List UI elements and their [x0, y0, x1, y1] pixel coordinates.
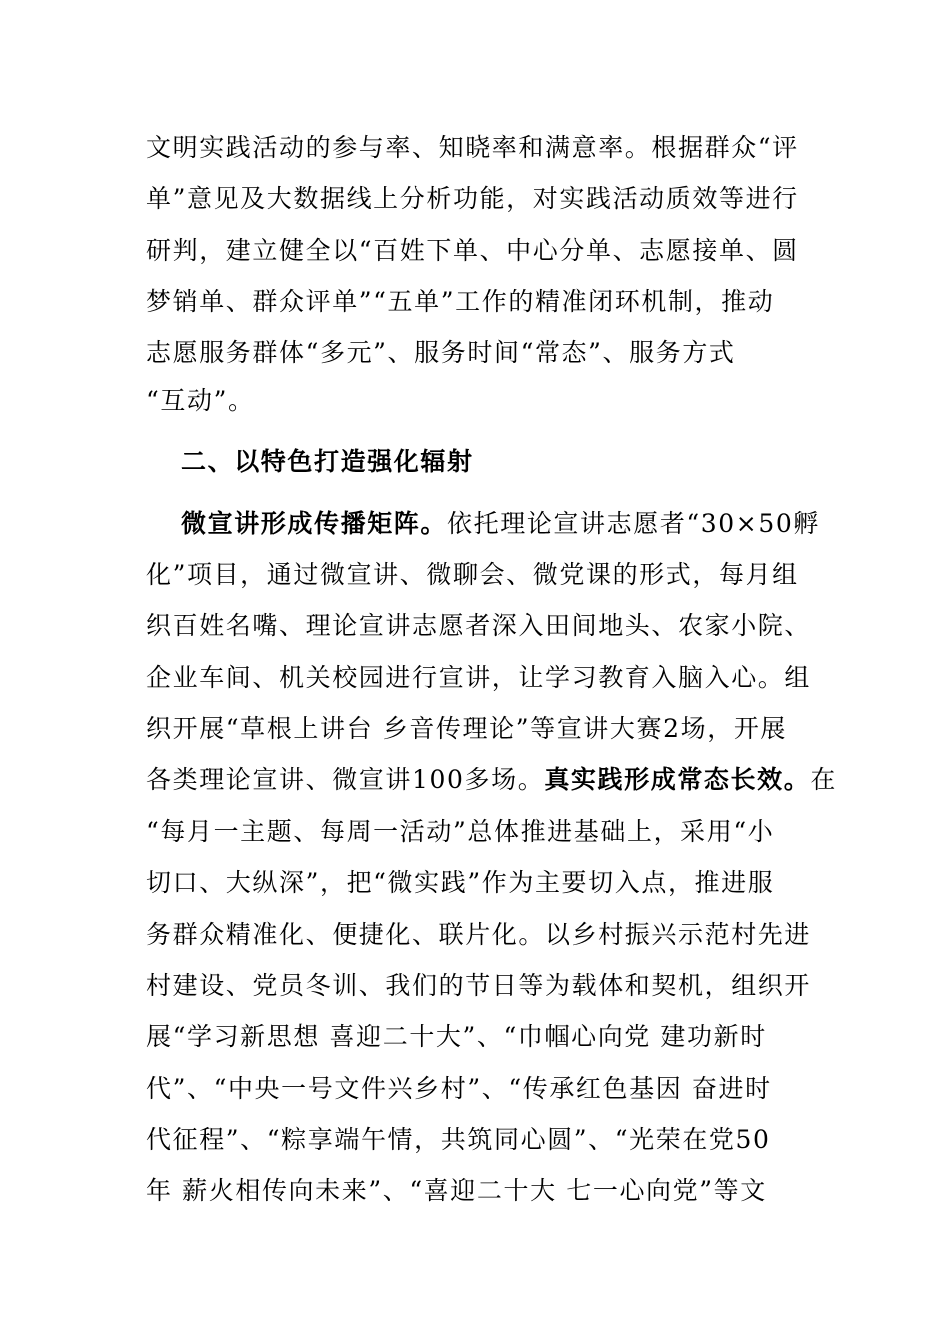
paragraph-line: 代征程”、“粽享端午情，共筑同心圆”、“光荣在党50 — [146, 1125, 771, 1154]
paragraph-line — [146, 763, 837, 797]
paragraph-line — [181, 507, 820, 541]
paragraph-line: 村建设、党员冬训、我们的节日等为载体和契机，组织开 — [146, 971, 812, 1000]
paragraph-line: “互动”。 — [146, 386, 255, 415]
paragraph-line: 织开展“草根上讲台 乡音传理论”等宣讲大赛2场，开展 — [146, 714, 788, 743]
section-heading: 二、以特色打造强化辐射 — [181, 447, 474, 476]
paragraph-text: 各类理论宣讲、微宣讲100多场。 — [146, 765, 545, 794]
paragraph-line: 务群众精准化、便捷化、联片化。以乡村振兴示范村先进 — [146, 920, 812, 949]
paragraph-line: 文明实践活动的参与率、知晓率和满意率。根据群众“评 — [146, 133, 799, 162]
paragraph-line: 化”项目，通过微宣讲、微聊会、微党课的形式，每月组 — [146, 560, 799, 589]
paragraph-line: 代”、“中央一号文件兴乡村”、“传承红色基因 奋进时 — [146, 1074, 772, 1103]
bold-subheading: 微宣讲形成传播矩阵。 — [181, 509, 448, 538]
paragraph-line: 织百姓名嘴、理论宣讲志愿者深入田间地头、农家小院、 — [146, 611, 812, 640]
paragraph-line: 切口、大纵深”，把“微实践”作为主要切入点，推进服 — [146, 868, 775, 897]
paragraph-line: 研判，建立健全以“百姓下单、中心分单、志愿接单、圆 — [146, 236, 799, 265]
paragraph-line: 志愿服务群体“多元”、服务时间“常态”、服务方式 — [146, 338, 736, 367]
paragraph-line: 年 薪火相传向未来”、“喜迎二十大 七一心向党”等文 — [146, 1176, 767, 1205]
paragraph-line: 梦销单、群众评单”“五单”工作的精准闭环机制，推动 — [146, 287, 775, 316]
paragraph-line: 展“学习新思想 喜迎二十大”、“巾帼心向党 建功新时 — [146, 1022, 767, 1051]
paragraph-text: 在 — [810, 765, 837, 794]
bold-subheading: 真实践形成常态长效。 — [544, 765, 811, 794]
paragraph-text: 依托理论宣讲志愿者“30×50孵 — [447, 509, 820, 538]
paragraph-line: 企业车间、机关校园进行宣讲，让学习教育入脑入心。组 — [146, 663, 812, 692]
paragraph-line: 单”意见及大数据线上分析功能，对实践活动质效等进行 — [146, 184, 799, 213]
paragraph-line: “每月一主题、每周一活动”总体推进基础上，采用“小 — [146, 817, 775, 846]
